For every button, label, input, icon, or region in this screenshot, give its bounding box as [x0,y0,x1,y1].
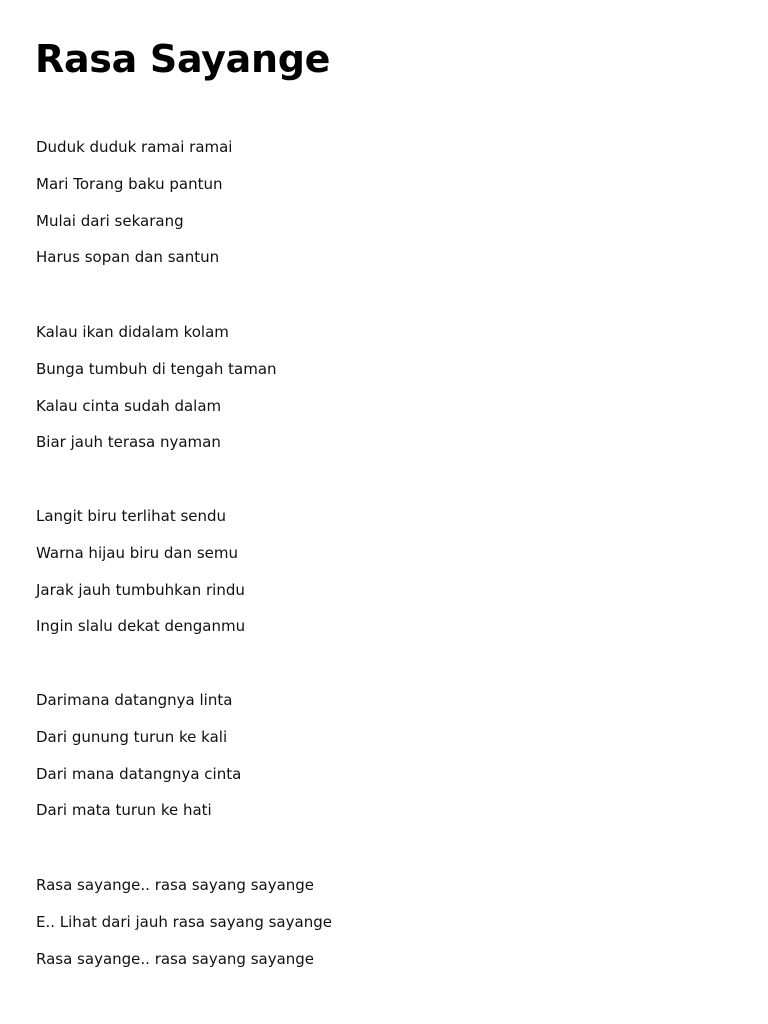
lyric-line: Dari mana datangnya cinta [36,764,242,783]
stanza-3 [36,498,245,645]
lyric-line: Darimana datangnya linta [36,691,233,709]
lyric-line: Dari mata turun ke hati [36,801,212,820]
lyric-line: Biar jauh terasa nyaman [36,433,221,452]
lyric-line: Rasa sayange.. rasa sayang sayange [36,876,315,894]
lyric-line: Kalau cinta sudah dalam [36,396,222,415]
lyric-line: Rasa sayange.. rasa sayang sayange [36,949,315,968]
lyric-line: Mari Torang baku pantun [36,174,223,193]
lyric-line: Mulai dari sekarang [36,211,184,230]
lyric-line: Jarak jauh tumbuhkan rindu [36,580,245,599]
lyric-line: Dari gunung turun ke kali [36,727,228,746]
stanza-4 [36,682,241,829]
lyric-line: Warna hijau biru dan semu [36,543,239,562]
lyric-line: Harus sopan dan santun [36,248,220,267]
stanza-2 [36,314,277,461]
lyric-line: Duduk duduk ramai ramai [36,138,233,156]
lyric-line: Ingin slalu dekat denganmu [36,617,246,636]
lyric-line: Kalau ikan didalam kolam [36,323,229,341]
stanza-5 [36,867,332,977]
lyric-line: Bunga tumbuh di tengah taman [36,359,277,378]
page-title: Rasa Sayange [35,37,331,81]
lyric-line: Langit biru terlihat sendu [36,507,227,525]
stanza-1 [36,129,232,276]
lyric-line: E.. Lihat dari jauh rasa sayang sayange [36,912,332,931]
